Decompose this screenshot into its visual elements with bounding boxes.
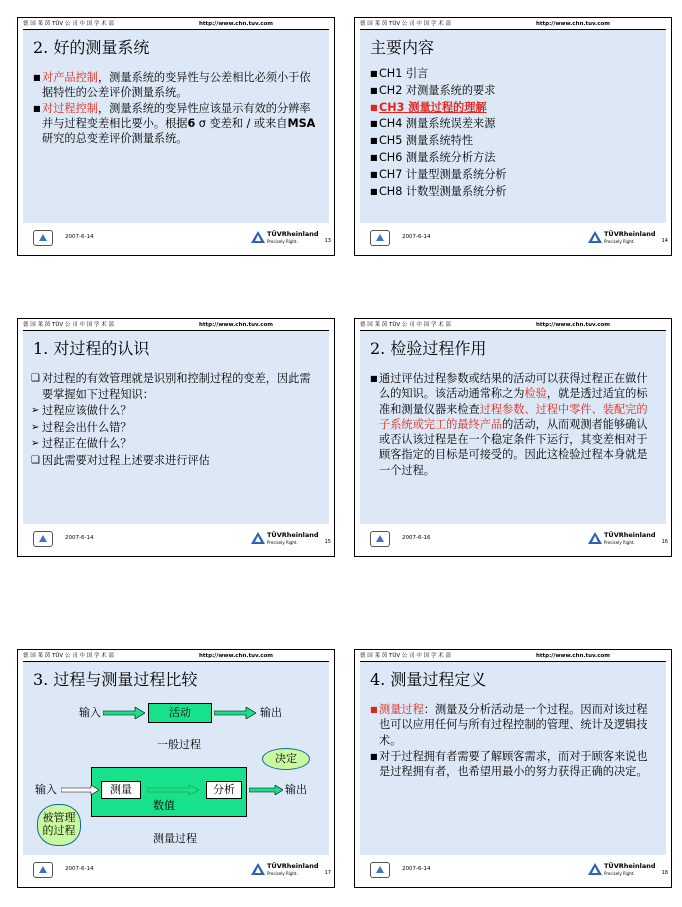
toc-link[interactable]: CH3 测量过程的理解 — [379, 100, 487, 114]
bullet-paragraph: ❑ 因此需要对过程上述要求进行评估 — [31, 453, 210, 467]
bullet-paragraph: ■ 通过评估过程参数或结果的活动可以获得过程正在做什么的知识。该活动通常称之为检验，就是透过适宜的标准和测量仪器来检查过程参数、过程中零件、装配完的子系统或完工的最终产品的活动，从而观测者能够确认或否认该过程是在一个稳定条件下运行，其变差相对于顾客指定的目标是可接受的。因此这检验过程本身就是一个过程。 — [370, 372, 648, 477]
slide-body — [33, 70, 321, 147]
square-bullet-icon: ■ — [33, 104, 41, 113]
brand-name: TÜVRheinland — [604, 862, 656, 870]
header-url[interactable]: http://www.chn.tuv.com — [536, 653, 611, 659]
slide-header — [23, 321, 329, 331]
highlight-text: 检验 — [524, 387, 547, 401]
arrow-item: ➢ 过程正在做什么？ — [31, 437, 132, 450]
slide-title: 2. 检验过程作用 — [370, 339, 487, 358]
checkbox-bullet-icon: ❑ — [31, 373, 40, 384]
value-label: 数值 — [153, 799, 175, 812]
paragraph-text: 研究的总变差评价测量系统。 — [42, 132, 188, 145]
home-logo-icon — [33, 230, 53, 246]
page-number: 15 — [324, 539, 331, 545]
activity-box: 活动 — [148, 703, 212, 723]
slide-date: 2007-6-14 — [65, 234, 94, 240]
slide-panel — [360, 662, 666, 855]
square-bullet-icon: ■ — [370, 152, 378, 162]
brand-tagline: Precisely Right. — [267, 540, 298, 545]
slide-footer — [23, 858, 329, 884]
square-bullet-icon: ■ — [33, 73, 41, 82]
square-bullet-icon: ■ — [370, 374, 378, 383]
slide-header — [23, 20, 329, 30]
slide-header — [360, 652, 666, 662]
toc-item[interactable]: ■ CH1 引言 — [370, 67, 429, 80]
bullet-paragraph — [33, 101, 321, 146]
slide-panel — [23, 662, 329, 855]
bullet-paragraph — [33, 70, 321, 100]
green-arrow — [249, 785, 283, 795]
brand-tagline: Precisely Right. — [604, 540, 635, 545]
slide-date: 2007-6-14 — [402, 866, 431, 872]
org-name: 德 国 莱 茵 TÜV 公 司 中 国 学 术 部 — [23, 322, 114, 328]
slide-panel — [23, 30, 329, 223]
slide-footer — [23, 226, 329, 252]
tuv-logo — [251, 861, 319, 881]
slide-panel — [360, 30, 666, 223]
home-logo-icon — [33, 862, 53, 878]
checkbox-bullet-icon: ❑ — [31, 454, 40, 466]
square-bullet-icon: ■ — [370, 186, 378, 196]
tuv-triangle-icon — [588, 532, 602, 544]
home-logo-icon — [33, 531, 53, 547]
analyze-box: 分析 — [206, 781, 242, 799]
highlight-text: 对过程控制 — [42, 102, 98, 115]
header-url[interactable]: http://www.chn.tuv.com — [536, 21, 611, 27]
org-name: 德 国 莱 茵 TÜV 公 司 中 国 学 术 部 — [360, 21, 451, 27]
slide-title: 主要内容 — [370, 38, 435, 57]
green-arrow — [214, 707, 256, 719]
output-label: 输出 — [285, 783, 307, 796]
page-number: 13 — [324, 238, 331, 244]
input-label: 输入 — [35, 783, 57, 796]
toc-item[interactable]: ■ CH7 计量型测量系统分析 — [370, 167, 507, 181]
header-url[interactable]: http://www.chn.tuv.com — [199, 322, 274, 328]
bold-text: MSA — [287, 117, 316, 130]
slide-date: 2007-6-16 — [402, 535, 431, 541]
brand-name: TÜVRheinland — [604, 531, 656, 539]
square-bullet-icon: ■ — [370, 119, 378, 129]
slide-title: 3. 过程与测量过程比较 — [33, 670, 198, 689]
tuv-logo — [251, 229, 319, 249]
brand-tagline: Precisely Right. — [267, 239, 298, 244]
square-bullet-icon: ■ — [370, 751, 378, 761]
arrow-item: ➢ 过程会出什么错？ — [31, 420, 132, 434]
slide-16 — [354, 318, 672, 557]
green-arrow — [103, 707, 145, 719]
slide-title: 4. 测量过程定义 — [370, 670, 487, 689]
paragraph-text: ，测量系统的变异性与公差相比必须小于依据特性的公差评价测量系统。 — [42, 71, 311, 99]
measure-box: 测量 — [101, 781, 141, 799]
tuv-triangle-icon — [251, 863, 265, 875]
slide-date: 2007-6-14 — [65, 866, 94, 872]
arrow-bullet-icon: ➢ — [31, 405, 40, 416]
slide-panel — [23, 331, 329, 524]
tuv-triangle-icon — [588, 863, 602, 875]
org-name: 德 国 莱 茵 TÜV 公 司 中 国 学 术 部 — [23, 653, 114, 659]
slide-body — [370, 371, 658, 479]
slide-date: 2007-6-14 — [65, 535, 94, 541]
page-number: 14 — [661, 238, 668, 244]
slide-panel — [360, 331, 666, 524]
slide-17 — [17, 649, 335, 888]
header-url[interactable]: http://www.chn.tuv.com — [536, 322, 611, 328]
slide-title: 1. 对过程的认识 — [33, 339, 150, 358]
tuv-logo — [251, 530, 319, 550]
slide-15 — [17, 318, 335, 557]
brand-name: TÜVRheinland — [604, 230, 656, 238]
general-process-label: 一般过程 — [157, 738, 201, 751]
slide-header — [23, 652, 329, 662]
tuv-logo — [588, 229, 656, 249]
slide-header — [360, 20, 666, 30]
toc-item-current[interactable] — [370, 100, 658, 116]
measurement-process-label: 测量过程 — [153, 832, 197, 845]
white-arrow — [61, 785, 99, 795]
header-url[interactable]: http://www.chn.tuv.com — [199, 21, 274, 27]
arrow-bullet-icon: ➢ — [31, 421, 40, 433]
slide-date: 2007-6-14 — [402, 234, 431, 240]
highlight-text: 过程参数、过程中零件、装配完的子系统或完工的最终产品 — [379, 402, 648, 431]
bullet-paragraph: ■ 测量过程：测量及分析活动是一个过程。因而对该过程也可以应用任何与所有过程控制的管理、统计及逻辑技术。 — [370, 703, 648, 747]
arrow-item: ➢ 过程应该做什么？ — [31, 404, 132, 417]
page-number: 18 — [661, 870, 668, 876]
org-name: 德 国 莱 茵 TÜV 公 司 中 国 学 术 部 — [360, 653, 451, 659]
managed-process-callout: 被管理的过程 — [37, 804, 81, 846]
square-bullet-icon: ■ — [370, 169, 378, 179]
highlight-text: 测量过程 — [379, 703, 424, 716]
bullet-paragraph: ■ 对于过程拥有者需要了解顾客需求，而对于顾客来说也是过程拥有者，也希望用最小的努力获得正确的决定。 — [370, 749, 648, 779]
decision-callout: 决定 — [262, 748, 310, 770]
slide-body — [31, 371, 321, 469]
tuv-logo — [588, 861, 656, 881]
slide-18 — [354, 649, 672, 888]
slide-footer — [360, 858, 666, 884]
slide-footer — [23, 527, 329, 553]
toc-item[interactable]: ■ CH5 测量系统特性 — [370, 134, 474, 148]
square-bullet-icon: ■ — [370, 69, 378, 78]
square-bullet-icon: ■ — [370, 705, 378, 714]
slide-14 — [354, 17, 672, 256]
slide-body — [370, 702, 658, 780]
paragraph-text: ，测量系统的变异性应该显示有效的分辨率并与过程变差相比要小。根据 — [42, 102, 311, 130]
tuv-logo — [588, 530, 656, 550]
org-name: 德 国 莱 茵 TÜV 公 司 中 国 学 术 部 — [23, 21, 114, 27]
slide-13 — [17, 17, 335, 256]
home-logo-icon — [370, 230, 390, 246]
slide-title: 2. 好的测量系统 — [33, 38, 150, 57]
square-bullet-icon: ■ — [370, 85, 378, 95]
page-number: 16 — [661, 539, 668, 545]
toc-item[interactable]: ■ CH4 测量系统误差来源 — [370, 117, 496, 131]
header-url[interactable]: http://www.chn.tuv.com — [199, 653, 274, 659]
brand-name: TÜVRheinland — [267, 230, 319, 238]
tuv-triangle-icon — [251, 532, 265, 544]
slide-header — [360, 321, 666, 331]
square-bullet-icon: ■ — [370, 136, 378, 146]
org-name: 德 国 莱 茵 TÜV 公 司 中 国 学 术 部 — [360, 322, 451, 328]
slide-footer — [360, 527, 666, 553]
square-bullet-icon: ■ — [370, 102, 378, 112]
highlight-text: 对产品控制 — [42, 71, 98, 84]
brand-tagline: Precisely Right. — [267, 871, 298, 876]
paragraph-text: σ 变差和 / 或来自 — [195, 117, 288, 130]
page-number: 17 — [324, 870, 331, 876]
slide-footer — [360, 226, 666, 252]
home-logo-icon — [370, 862, 390, 878]
toc-item[interactable]: ■ CH8 计数型测量系统分析 — [370, 184, 507, 198]
brand-name: TÜVRheinland — [267, 862, 319, 870]
green-arrow — [147, 785, 199, 795]
bullet-paragraph: ❑ 对过程的有效管理就是识别和控制过程的变差，因此需要掌握如下过程知识： — [31, 372, 311, 401]
toc-item[interactable]: ■ CH6 测量系统分析方法 — [370, 150, 496, 164]
input-label: 输入 — [79, 706, 101, 719]
brand-tagline: Precisely Right. — [604, 239, 635, 244]
bold-text: 6 — [187, 117, 196, 130]
tuv-triangle-icon — [588, 231, 602, 243]
arrow-bullet-icon: ➢ — [31, 438, 40, 449]
tuv-triangle-icon — [251, 231, 265, 243]
toc-list — [370, 66, 658, 200]
output-label: 输出 — [260, 706, 282, 719]
brand-tagline: Precisely Right. — [604, 871, 635, 876]
brand-name: TÜVRheinland — [267, 531, 319, 539]
home-logo-icon — [370, 531, 390, 547]
toc-item[interactable]: ■ CH2 对测量系统的要求 — [370, 83, 496, 97]
